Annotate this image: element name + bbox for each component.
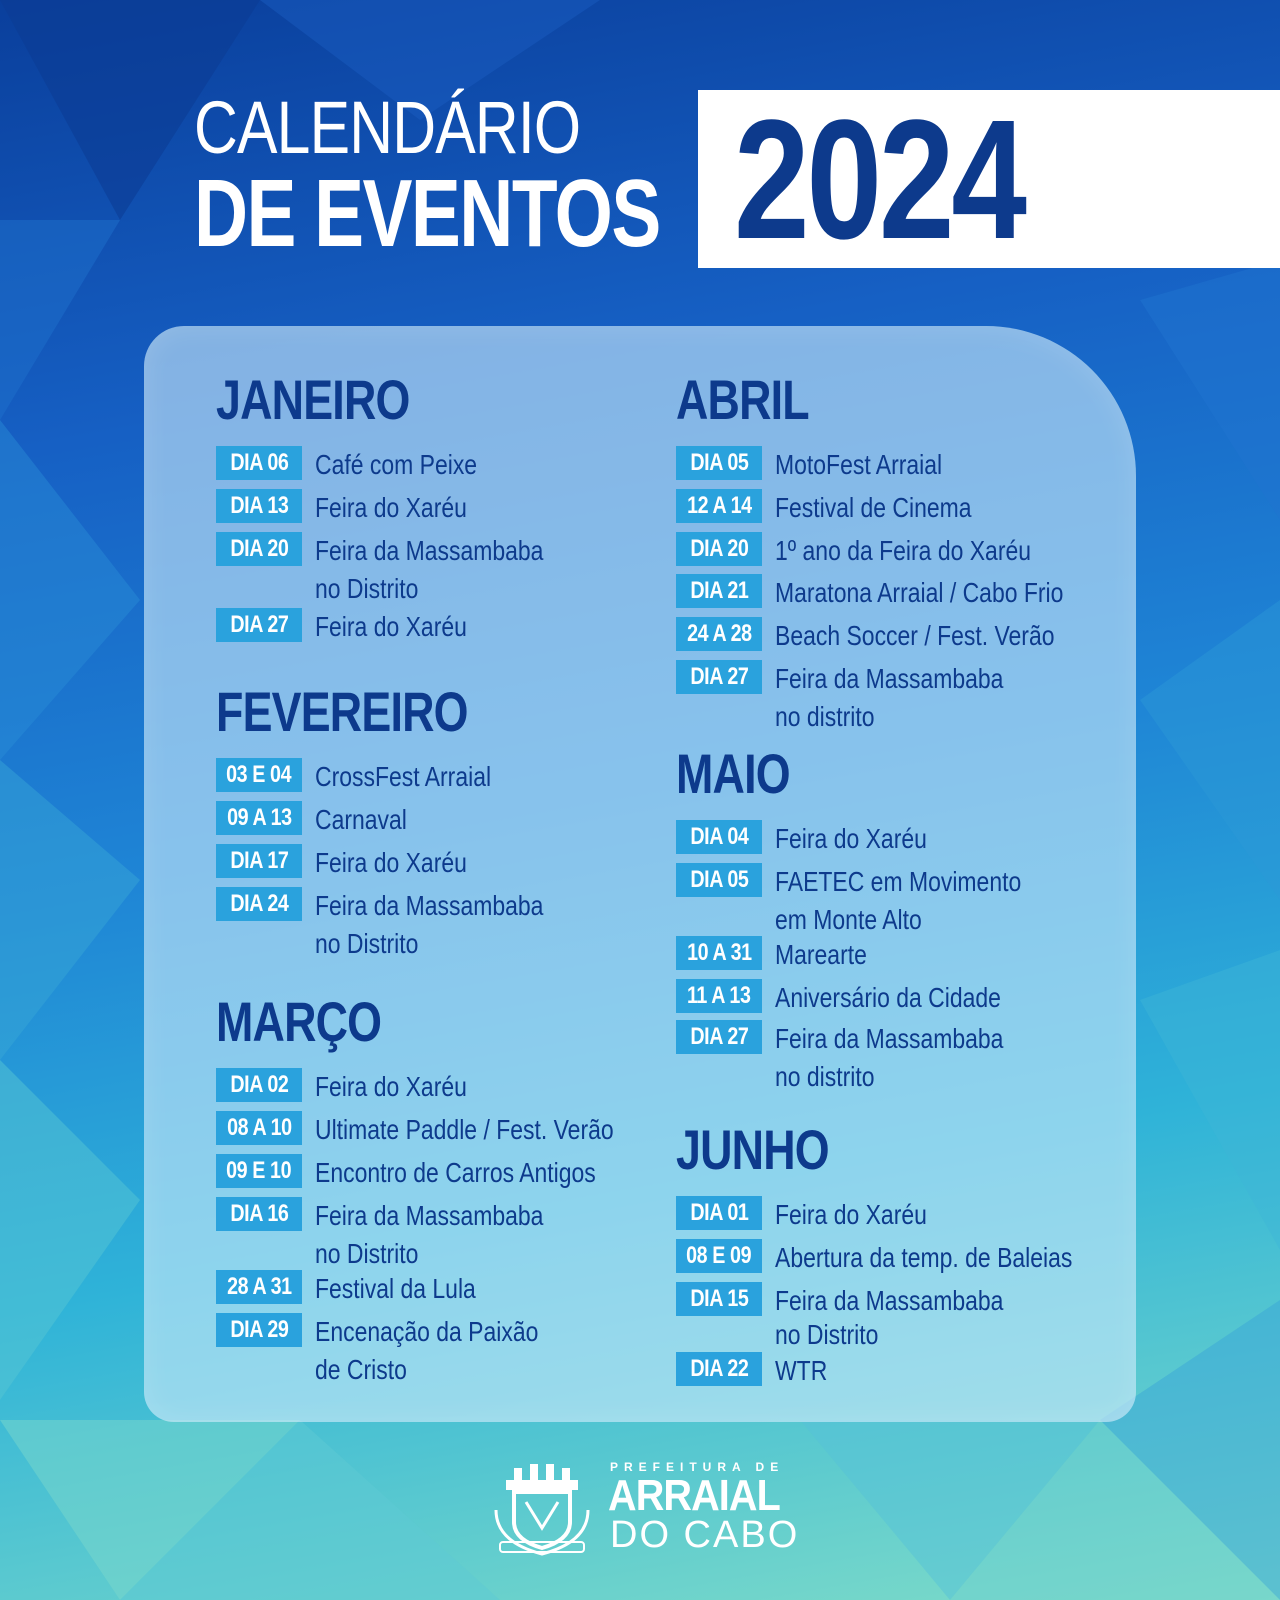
- month-junho: JUNHO: [676, 1118, 829, 1181]
- date-badge: 10 A 31: [676, 936, 762, 970]
- date-badge: DIA 21: [676, 574, 762, 608]
- event-title: Abertura da temp. de Baleias: [775, 1242, 1073, 1273]
- event-title: Feira do Xaréu: [315, 1071, 467, 1102]
- event-title: Feira da Massambaba: [315, 1200, 544, 1231]
- event-title: Aniversário da Cidade: [775, 982, 1001, 1013]
- event-title-line2: em Monte Alto: [775, 904, 922, 935]
- date-badge: DIA 27: [216, 608, 302, 642]
- month-marco: MARÇO: [216, 990, 382, 1053]
- date-badge: 09 A 13: [216, 801, 302, 835]
- date-badge: DIA 20: [216, 532, 302, 566]
- month-fevereiro: FEVEREIRO: [216, 680, 468, 743]
- event-title-line2: no Distrito: [315, 573, 419, 604]
- event-title: Feira da Massambaba: [775, 1285, 1004, 1316]
- date-badge: 08 E 09: [676, 1239, 762, 1273]
- date-badge: DIA 13: [216, 489, 302, 523]
- date-badge: DIA 16: [216, 1197, 302, 1231]
- event-title: FAETEC em Movimento: [775, 866, 1022, 897]
- event-title: Marearte: [775, 939, 867, 970]
- event-title: Carnaval: [315, 804, 407, 835]
- event-title: CrossFest Arraial: [315, 761, 492, 792]
- date-badge: 11 A 13: [676, 979, 762, 1013]
- event-title-line2: no Distrito: [315, 928, 419, 959]
- event-title: Feira da Massambaba: [775, 1023, 1004, 1054]
- date-badge: DIA 29: [216, 1313, 302, 1347]
- event-title: Feira do Xaréu: [315, 847, 467, 878]
- logo-docabo-text: DO CABO: [610, 1514, 800, 1556]
- date-badge: 03 E 04: [216, 758, 302, 792]
- event-title: 1º ano da Feira do Xaréu: [775, 535, 1032, 566]
- event-title: Feira do Xaréu: [315, 611, 467, 642]
- event-title: Festival de Cinema: [775, 492, 972, 523]
- event-title: Encenação da Paixão: [315, 1316, 539, 1347]
- date-badge: 09 E 10: [216, 1154, 302, 1188]
- event-title: WTR: [775, 1355, 828, 1386]
- prefeitura-logo: [486, 1450, 806, 1560]
- date-badge: DIA 27: [676, 660, 762, 694]
- city-crest-icon: [486, 1450, 598, 1560]
- date-badge: DIA 27: [676, 1020, 762, 1054]
- date-badge: 24 A 28: [676, 617, 762, 651]
- logo-arraial-text: ARRAIAL: [608, 1471, 780, 1520]
- events-panel: [144, 326, 1136, 1422]
- month-janeiro: JANEIRO: [216, 368, 410, 431]
- date-badge: DIA 04: [676, 820, 762, 854]
- event-title: Feira da Massambaba: [775, 663, 1004, 694]
- date-badge: DIA 02: [216, 1068, 302, 1102]
- event-title: Feira do Xaréu: [775, 823, 927, 854]
- event-title: Encontro de Carros Antigos: [315, 1157, 596, 1188]
- month-abril: ABRIL: [676, 368, 809, 431]
- date-badge: DIA 17: [216, 844, 302, 878]
- date-badge: 08 A 10: [216, 1111, 302, 1145]
- date-badge: DIA 20: [676, 532, 762, 566]
- date-badge: DIA 06: [216, 446, 302, 480]
- event-title: MotoFest Arraial: [775, 449, 943, 480]
- date-badge: DIA 05: [676, 446, 762, 480]
- event-title: Beach Soccer / Fest. Verão: [775, 620, 1055, 651]
- date-badge: DIA 22: [676, 1352, 762, 1386]
- event-title-line2: no distrito: [775, 1061, 875, 1092]
- event-title: Festival da Lula: [315, 1273, 476, 1304]
- event-title: Maratona Arraial / Cabo Frio: [775, 577, 1064, 608]
- date-badge: DIA 24: [216, 887, 302, 921]
- year-box: [698, 85, 1280, 275]
- event-title-line2: de Cristo: [315, 1354, 407, 1385]
- title-line-2: DE EVENTOS: [194, 160, 660, 267]
- date-badge: DIA 15: [676, 1282, 762, 1316]
- event-title: Feira da Massambaba: [315, 535, 544, 566]
- title-line-1: CALENDÁRIO: [194, 86, 581, 169]
- month-maio: MAIO: [676, 742, 790, 805]
- year-text: 2024: [734, 85, 1024, 275]
- event-title-line2: no Distrito: [775, 1319, 879, 1350]
- event-title: Café com Peixe: [315, 449, 478, 480]
- date-badge: DIA 05: [676, 863, 762, 897]
- event-title-line2: no distrito: [775, 701, 875, 732]
- logo-prefeitura-text: PREFEITURA DE: [610, 1460, 785, 1474]
- event-title: Ultimate Paddle / Fest. Verão: [315, 1114, 614, 1145]
- event-title: Feira da Massambaba: [315, 890, 544, 921]
- event-title: Feira do Xaréu: [315, 492, 467, 523]
- event-title-line2: no Distrito: [315, 1238, 419, 1269]
- event-title: Feira do Xaréu: [775, 1199, 927, 1230]
- date-badge: DIA 01: [676, 1196, 762, 1230]
- date-badge: 28 A 31: [216, 1270, 302, 1304]
- date-badge: 12 A 14: [676, 489, 762, 523]
